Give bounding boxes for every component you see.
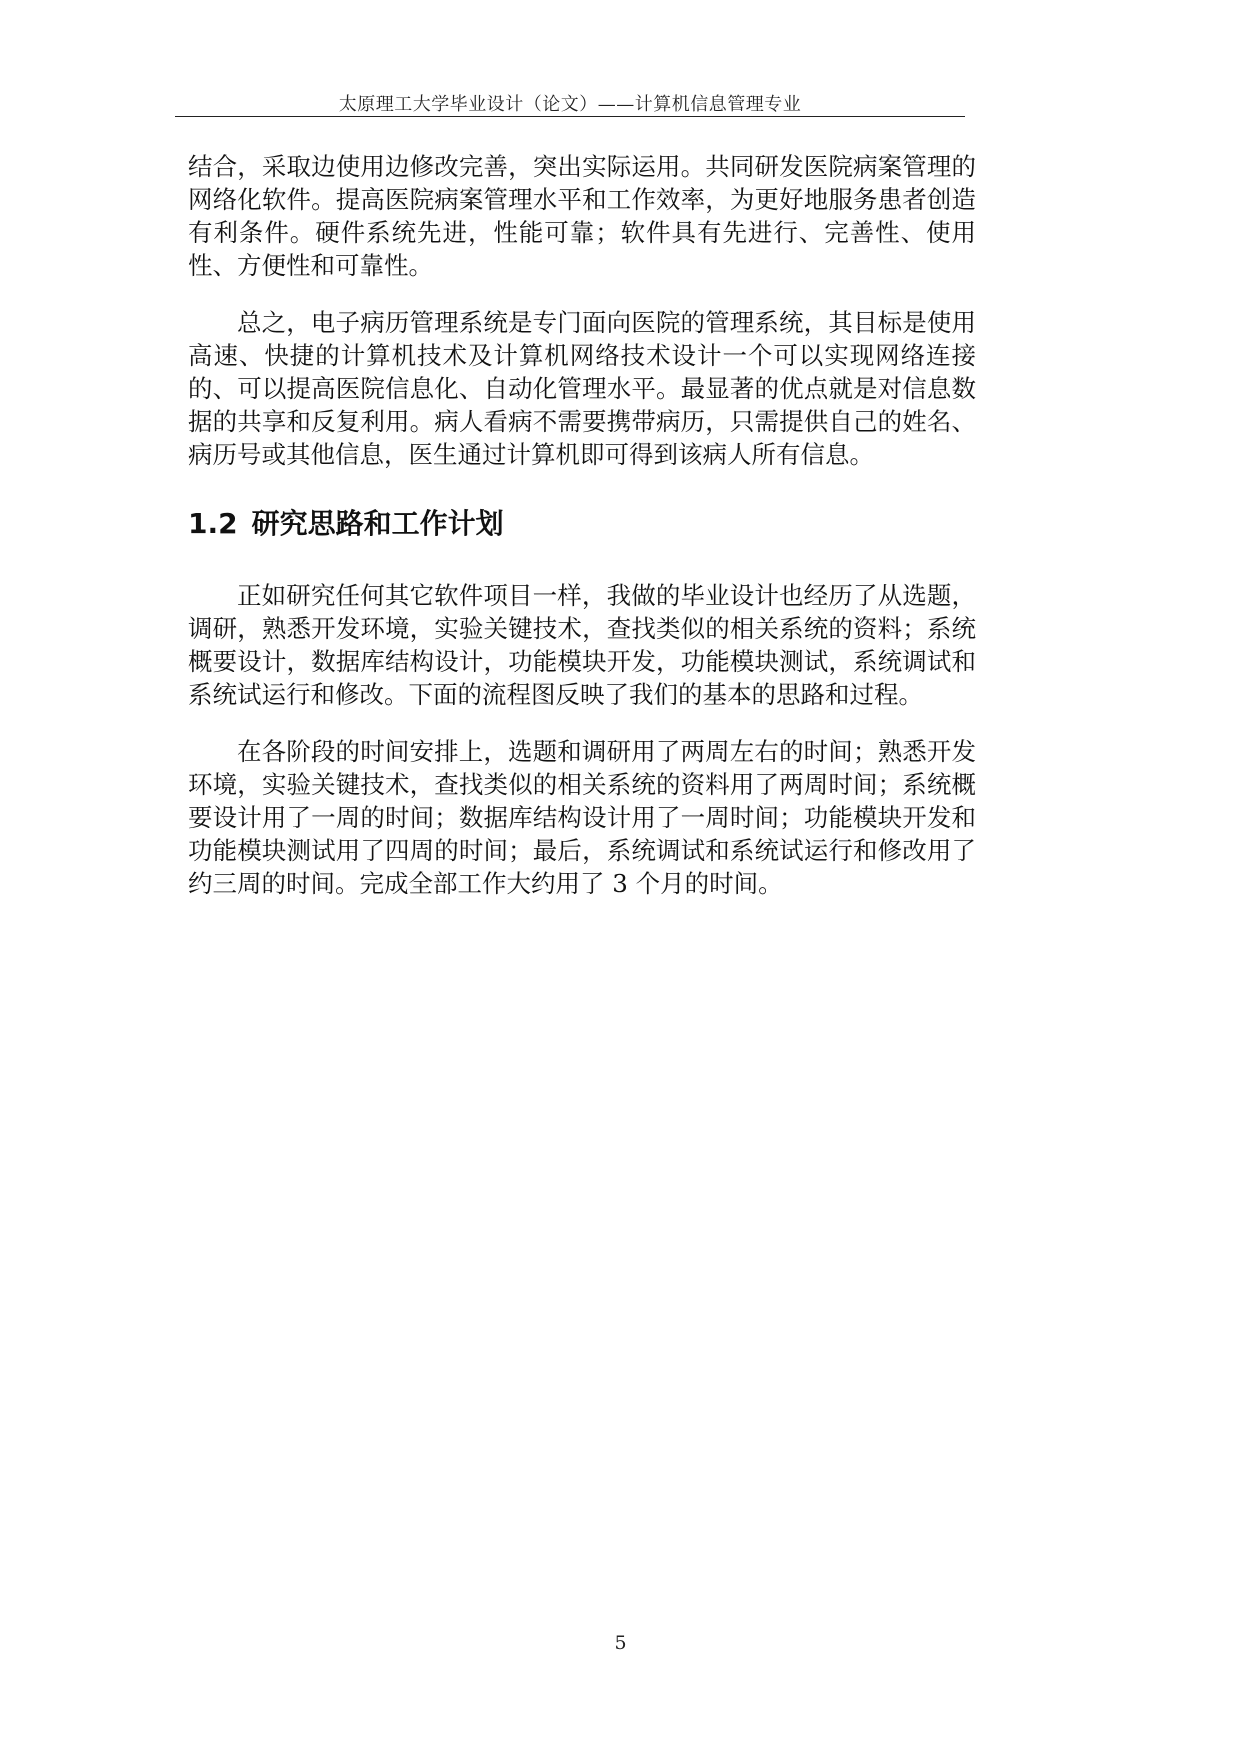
body-paragraph: 总之，电子病历管理系统是专门面向医院的管理系统，其目标是使用高速、快捷的计算机技术及计算机网络技术设计一个可以实现网络连接的、可以提高医院信息化、自动化管理水平。最显著的优点就是对信息数据的共享和反复利用。病人看病不需要携带病历，只需提供自己的姓名、病历号或其他信息，医生通过计算机即可得到该病人所有信息。 — [188, 308, 976, 469]
section-title: 研究思路和工作计划 — [251, 507, 504, 540]
page-number: 5 — [614, 1632, 627, 1654]
section-number: 1.2 — [188, 507, 238, 540]
section-heading — [188, 507, 976, 541]
running-header: 太原理工大学毕业设计（论文）——计算机信息管理专业 — [338, 94, 802, 115]
header-divider — [175, 116, 965, 117]
body-paragraph: 正如研究任何其它软件项目一样，我做的毕业设计也经历了从选题，调研，熟悉开发环境，实验关键技术，查找类似的相关系统的资料；系统概要设计，数据库结构设计，功能模块开发，功能模块测试，系统调试和系统试运行和修改。下面的流程图反映了我们的基本的思路和过程。 — [188, 581, 976, 709]
body-paragraph: 结合，采取边使用边修改完善，突出实际运用。共同研发医院病案管理的网络化软件。提高医院病案管理水平和工作效率，为更好地服务患者创造有利条件。硬件系统先进，性能可靠；软件具有先进行、完善性、使用性、方便性和可靠性。 — [188, 152, 976, 280]
body-paragraph: 在各阶段的时间安排上，选题和调研用了两周左右的时间；熟悉开发环境，实验关键技术，查找类似的相关系统的资料用了两周时间；系统概要设计用了一周的时间；数据库结构设计用了一周时间；功能模块开发和功能模块测试用了四周的时间；最后，系统调试和系统试运行和修改用了约三周的时间。完成全部工作大约用了 3 个月的时间。 — [188, 737, 976, 898]
page-body — [188, 150, 976, 900]
